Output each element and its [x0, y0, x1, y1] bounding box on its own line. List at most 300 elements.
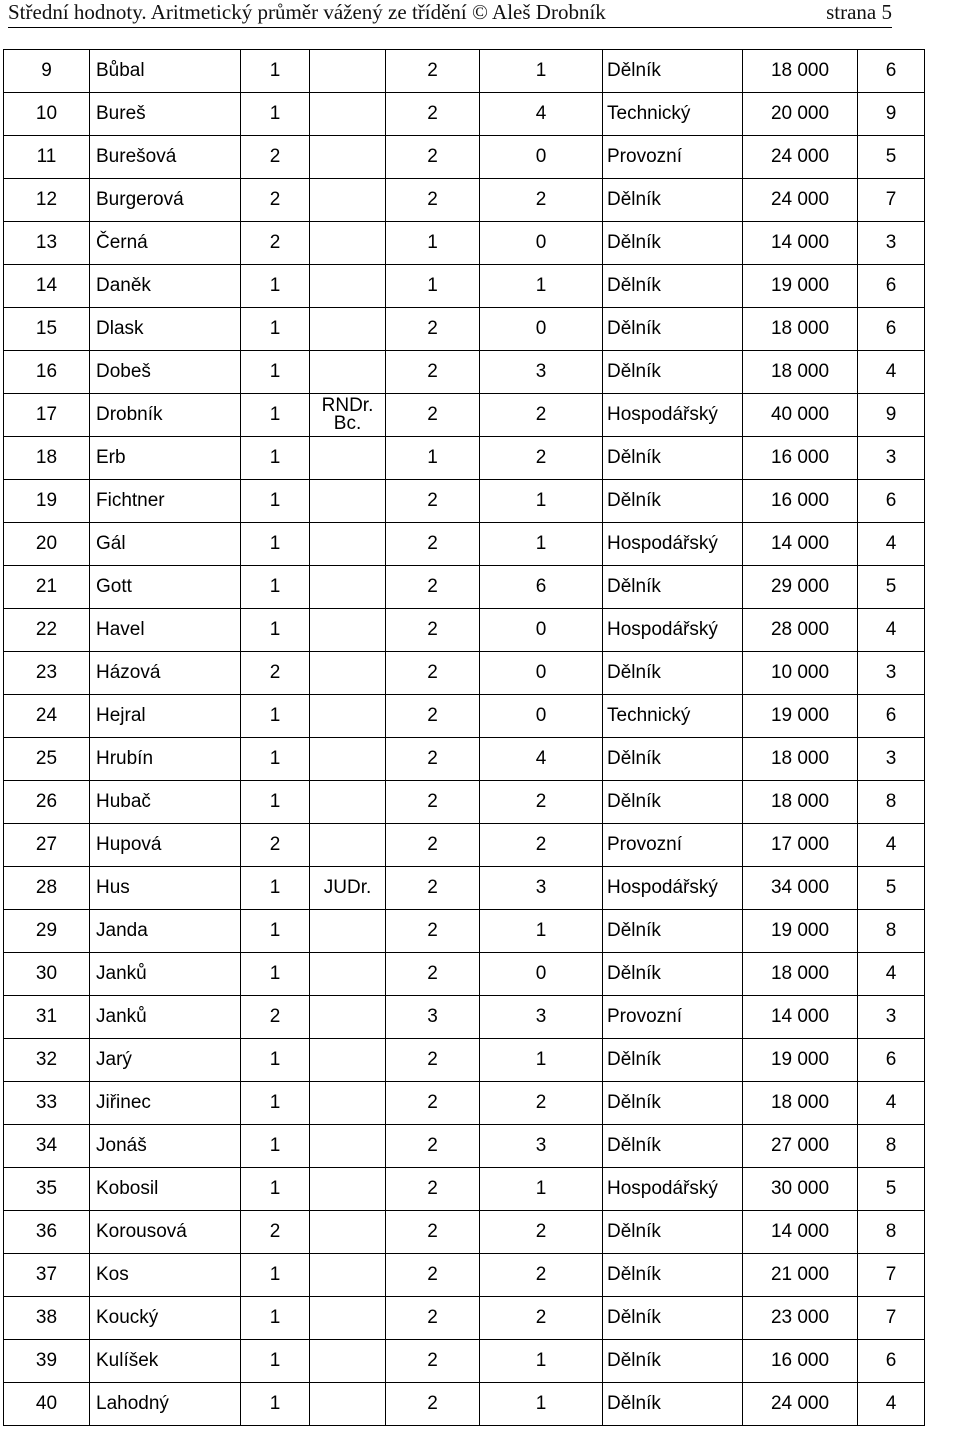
- sex-cell: 1: [241, 609, 310, 652]
- rating-cell: 3: [858, 738, 925, 781]
- row-number-cell: 26: [4, 781, 90, 824]
- salary-cell: 14 000: [743, 523, 858, 566]
- experience-cell: 1: [480, 1168, 603, 1211]
- table-row: [4, 136, 925, 179]
- table-body: [4, 50, 925, 1426]
- surname-cell: Fichtner: [90, 480, 241, 523]
- surname-cell: Hrubín: [90, 738, 241, 781]
- rating-cell: 5: [858, 867, 925, 910]
- surname-cell: Havel: [90, 609, 241, 652]
- degree-cell: [310, 523, 386, 566]
- sex-cell: 1: [241, 1383, 310, 1426]
- sex-cell: 2: [241, 652, 310, 695]
- row-number-cell: 19: [4, 480, 90, 523]
- sex-cell: 1: [241, 394, 310, 437]
- salary-cell: 18 000: [743, 351, 858, 394]
- category-cell: Technický: [603, 695, 743, 738]
- degree-cell: [310, 1383, 386, 1426]
- sex-cell: 1: [241, 523, 310, 566]
- row-number-cell: 12: [4, 179, 90, 222]
- surname-cell: Burešová: [90, 136, 241, 179]
- surname-cell: Janků: [90, 953, 241, 996]
- degree-cell: [310, 1340, 386, 1383]
- rating-cell: 4: [858, 1383, 925, 1426]
- row-number-cell: 23: [4, 652, 90, 695]
- surname-cell: Hupová: [90, 824, 241, 867]
- degree-cell: [310, 738, 386, 781]
- category-cell: Dělník: [603, 179, 743, 222]
- table-row: [4, 265, 925, 308]
- category-cell: Dělník: [603, 910, 743, 953]
- page-header: [8, 0, 892, 28]
- sex-cell: 1: [241, 1254, 310, 1297]
- experience-cell: 0: [480, 222, 603, 265]
- table-row: [4, 1125, 925, 1168]
- table-row: [4, 1297, 925, 1340]
- rating-cell: 9: [858, 93, 925, 136]
- category-cell: Dělník: [603, 308, 743, 351]
- education-cell: 2: [386, 652, 480, 695]
- rating-cell: 7: [858, 1254, 925, 1297]
- salary-cell: 18 000: [743, 1082, 858, 1125]
- sex-cell: 1: [241, 93, 310, 136]
- salary-cell: 14 000: [743, 996, 858, 1039]
- surname-cell: Bůbal: [90, 50, 241, 93]
- salary-cell: 28 000: [743, 609, 858, 652]
- experience-cell: 2: [480, 781, 603, 824]
- degree-cell: [310, 695, 386, 738]
- row-number-cell: 25: [4, 738, 90, 781]
- education-cell: 2: [386, 394, 480, 437]
- salary-cell: 21 000: [743, 1254, 858, 1297]
- category-cell: Dělník: [603, 265, 743, 308]
- sex-cell: 2: [241, 179, 310, 222]
- table-row: [4, 652, 925, 695]
- row-number-cell: 17: [4, 394, 90, 437]
- experience-cell: 2: [480, 179, 603, 222]
- degree-cell: [310, 566, 386, 609]
- row-number-cell: 22: [4, 609, 90, 652]
- experience-cell: 1: [480, 480, 603, 523]
- education-cell: 2: [386, 824, 480, 867]
- salary-cell: 19 000: [743, 265, 858, 308]
- table-row: [4, 910, 925, 953]
- experience-cell: 2: [480, 824, 603, 867]
- surname-cell: Gál: [90, 523, 241, 566]
- row-number-cell: 36: [4, 1211, 90, 1254]
- table-row: [4, 566, 925, 609]
- sex-cell: 1: [241, 308, 310, 351]
- category-cell: Hospodářský: [603, 523, 743, 566]
- surname-cell: Kulíšek: [90, 1340, 241, 1383]
- rating-cell: 7: [858, 179, 925, 222]
- sex-cell: 1: [241, 265, 310, 308]
- rating-cell: 8: [858, 1125, 925, 1168]
- degree-cell: [310, 1082, 386, 1125]
- degree-cell: [310, 351, 386, 394]
- salary-cell: 19 000: [743, 695, 858, 738]
- rating-cell: 5: [858, 136, 925, 179]
- row-number-cell: 10: [4, 93, 90, 136]
- degree-cell: [310, 50, 386, 93]
- degree-cell: [310, 265, 386, 308]
- surname-cell: Janda: [90, 910, 241, 953]
- education-cell: 2: [386, 93, 480, 136]
- education-cell: 2: [386, 1297, 480, 1340]
- category-cell: Dělník: [603, 351, 743, 394]
- degree-cell: [310, 93, 386, 136]
- surname-cell: Erb: [90, 437, 241, 480]
- experience-cell: 3: [480, 351, 603, 394]
- salary-cell: 18 000: [743, 953, 858, 996]
- rating-cell: 4: [858, 953, 925, 996]
- category-cell: Dělník: [603, 566, 743, 609]
- salary-cell: 16 000: [743, 480, 858, 523]
- row-number-cell: 11: [4, 136, 90, 179]
- table-row: [4, 351, 925, 394]
- experience-cell: 3: [480, 996, 603, 1039]
- row-number-cell: 21: [4, 566, 90, 609]
- category-cell: Hospodářský: [603, 394, 743, 437]
- rating-cell: 6: [858, 308, 925, 351]
- row-number-cell: 16: [4, 351, 90, 394]
- salary-cell: 16 000: [743, 437, 858, 480]
- salary-cell: 24 000: [743, 179, 858, 222]
- rating-cell: 3: [858, 652, 925, 695]
- sex-cell: 1: [241, 437, 310, 480]
- sex-cell: 2: [241, 136, 310, 179]
- salary-cell: 40 000: [743, 394, 858, 437]
- rating-cell: 5: [858, 1168, 925, 1211]
- table-row: [4, 781, 925, 824]
- row-number-cell: 32: [4, 1039, 90, 1082]
- rating-cell: 3: [858, 437, 925, 480]
- degree-cell: [310, 996, 386, 1039]
- education-cell: 1: [386, 222, 480, 265]
- row-number-cell: 27: [4, 824, 90, 867]
- surname-cell: Bureš: [90, 93, 241, 136]
- category-cell: Dělník: [603, 953, 743, 996]
- surname-cell: Jarý: [90, 1039, 241, 1082]
- salary-cell: 18 000: [743, 781, 858, 824]
- sex-cell: 1: [241, 781, 310, 824]
- category-cell: Dělník: [603, 652, 743, 695]
- surname-cell: Hus: [90, 867, 241, 910]
- education-cell: 2: [386, 179, 480, 222]
- sex-cell: 1: [241, 480, 310, 523]
- experience-cell: 4: [480, 93, 603, 136]
- experience-cell: 0: [480, 695, 603, 738]
- rating-cell: 4: [858, 351, 925, 394]
- row-number-cell: 37: [4, 1254, 90, 1297]
- degree-cell: [310, 1168, 386, 1211]
- education-cell: 2: [386, 136, 480, 179]
- row-number-cell: 15: [4, 308, 90, 351]
- category-cell: Provozní: [603, 996, 743, 1039]
- education-cell: 2: [386, 1039, 480, 1082]
- experience-cell: 2: [480, 1297, 603, 1340]
- page-header-title: Střední hodnoty. Aritmetický průměr vážený ze třídění © Aleš Drobník: [8, 0, 606, 24]
- rating-cell: 6: [858, 265, 925, 308]
- degree-cell: [310, 1125, 386, 1168]
- table-row: [4, 437, 925, 480]
- table-row: [4, 609, 925, 652]
- sex-cell: 2: [241, 222, 310, 265]
- table-row: [4, 222, 925, 265]
- category-cell: Provozní: [603, 824, 743, 867]
- surname-cell: Hubač: [90, 781, 241, 824]
- experience-cell: 1: [480, 523, 603, 566]
- rating-cell: 4: [858, 609, 925, 652]
- experience-cell: 2: [480, 1211, 603, 1254]
- surname-cell: Drobník: [90, 394, 241, 437]
- row-number-cell: 14: [4, 265, 90, 308]
- experience-cell: 2: [480, 394, 603, 437]
- sex-cell: 1: [241, 1125, 310, 1168]
- degree-cell: [310, 308, 386, 351]
- education-cell: 2: [386, 695, 480, 738]
- experience-cell: 0: [480, 652, 603, 695]
- degree-cell: JUDr.: [310, 867, 386, 910]
- salary-cell: 24 000: [743, 1383, 858, 1426]
- rating-cell: 7: [858, 1297, 925, 1340]
- row-number-cell: 34: [4, 1125, 90, 1168]
- table-row: [4, 394, 925, 437]
- row-number-cell: 24: [4, 695, 90, 738]
- row-number-cell: 20: [4, 523, 90, 566]
- sex-cell: 1: [241, 1082, 310, 1125]
- education-cell: 2: [386, 50, 480, 93]
- surname-cell: Kos: [90, 1254, 241, 1297]
- table-row: [4, 1340, 925, 1383]
- surname-cell: Daněk: [90, 265, 241, 308]
- rating-cell: 6: [858, 50, 925, 93]
- education-cell: 2: [386, 609, 480, 652]
- education-cell: 2: [386, 1125, 480, 1168]
- degree-cell: [310, 824, 386, 867]
- salary-cell: 10 000: [743, 652, 858, 695]
- experience-cell: 2: [480, 1254, 603, 1297]
- education-cell: 2: [386, 1082, 480, 1125]
- table-row: [4, 93, 925, 136]
- surname-cell: Jonáš: [90, 1125, 241, 1168]
- rating-cell: 6: [858, 1340, 925, 1383]
- table-row: [4, 1039, 925, 1082]
- category-cell: Dělník: [603, 222, 743, 265]
- rating-cell: 3: [858, 996, 925, 1039]
- salary-cell: 17 000: [743, 824, 858, 867]
- sex-cell: 1: [241, 1297, 310, 1340]
- surname-cell: Gott: [90, 566, 241, 609]
- degree-cell: [310, 1211, 386, 1254]
- experience-cell: 2: [480, 437, 603, 480]
- sex-cell: 1: [241, 1168, 310, 1211]
- rating-cell: 8: [858, 781, 925, 824]
- table-row: [4, 824, 925, 867]
- salary-cell: 27 000: [743, 1125, 858, 1168]
- education-cell: 2: [386, 1211, 480, 1254]
- table-row: [4, 179, 925, 222]
- category-cell: Dělník: [603, 1383, 743, 1426]
- degree-cell: [310, 136, 386, 179]
- row-number-cell: 28: [4, 867, 90, 910]
- experience-cell: 0: [480, 609, 603, 652]
- category-cell: Hospodářský: [603, 1168, 743, 1211]
- row-number-cell: 35: [4, 1168, 90, 1211]
- category-cell: Hospodářský: [603, 867, 743, 910]
- experience-cell: 1: [480, 1383, 603, 1426]
- table-row: [4, 1168, 925, 1211]
- salary-cell: 14 000: [743, 222, 858, 265]
- table-row: [4, 996, 925, 1039]
- sex-cell: 1: [241, 910, 310, 953]
- surname-cell: Kobosil: [90, 1168, 241, 1211]
- experience-cell: 6: [480, 566, 603, 609]
- category-cell: Dělník: [603, 1039, 743, 1082]
- salary-cell: 14 000: [743, 1211, 858, 1254]
- experience-cell: 1: [480, 1340, 603, 1383]
- degree-cell: [310, 437, 386, 480]
- experience-cell: 1: [480, 1039, 603, 1082]
- education-cell: 2: [386, 1340, 480, 1383]
- experience-cell: 1: [480, 265, 603, 308]
- degree-cell: [310, 910, 386, 953]
- surname-cell: Černá: [90, 222, 241, 265]
- education-cell: 2: [386, 781, 480, 824]
- sex-cell: 1: [241, 1039, 310, 1082]
- education-cell: 2: [386, 867, 480, 910]
- salary-cell: 19 000: [743, 1039, 858, 1082]
- category-cell: Technický: [603, 93, 743, 136]
- surname-cell: Jiřinec: [90, 1082, 241, 1125]
- surname-cell: Házová: [90, 652, 241, 695]
- education-cell: 2: [386, 953, 480, 996]
- education-cell: 2: [386, 738, 480, 781]
- experience-cell: 1: [480, 50, 603, 93]
- sex-cell: 1: [241, 50, 310, 93]
- education-cell: 2: [386, 566, 480, 609]
- experience-cell: 3: [480, 1125, 603, 1168]
- salary-cell: 23 000: [743, 1297, 858, 1340]
- degree-cell: [310, 179, 386, 222]
- rating-cell: 3: [858, 222, 925, 265]
- rating-cell: 8: [858, 1211, 925, 1254]
- degree-cell: [310, 652, 386, 695]
- surname-cell: Dobeš: [90, 351, 241, 394]
- salary-cell: 19 000: [743, 910, 858, 953]
- table-row: [4, 1383, 925, 1426]
- experience-cell: 3: [480, 867, 603, 910]
- sex-cell: 1: [241, 1340, 310, 1383]
- rating-cell: 5: [858, 566, 925, 609]
- row-number-cell: 9: [4, 50, 90, 93]
- table-row: [4, 695, 925, 738]
- rating-cell: 9: [858, 394, 925, 437]
- degree-cell: RNDr. Bc.: [310, 394, 386, 437]
- row-number-cell: 30: [4, 953, 90, 996]
- education-cell: 2: [386, 351, 480, 394]
- table-row: [4, 953, 925, 996]
- degree-cell: [310, 609, 386, 652]
- table-row: [4, 1082, 925, 1125]
- experience-cell: 4: [480, 738, 603, 781]
- salary-cell: 16 000: [743, 1340, 858, 1383]
- row-number-cell: 29: [4, 910, 90, 953]
- category-cell: Dělník: [603, 1211, 743, 1254]
- category-cell: Dělník: [603, 480, 743, 523]
- row-number-cell: 31: [4, 996, 90, 1039]
- row-number-cell: 33: [4, 1082, 90, 1125]
- salary-cell: 30 000: [743, 1168, 858, 1211]
- surname-cell: Hejral: [90, 695, 241, 738]
- category-cell: Dělník: [603, 1125, 743, 1168]
- data-table: [3, 49, 925, 1426]
- surname-cell: Janků: [90, 996, 241, 1039]
- rating-cell: 4: [858, 523, 925, 566]
- sex-cell: 1: [241, 867, 310, 910]
- salary-cell: 29 000: [743, 566, 858, 609]
- salary-cell: 34 000: [743, 867, 858, 910]
- rating-cell: 6: [858, 1039, 925, 1082]
- category-cell: Dělník: [603, 1340, 743, 1383]
- row-number-cell: 40: [4, 1383, 90, 1426]
- category-cell: Provozní: [603, 136, 743, 179]
- rating-cell: 4: [858, 824, 925, 867]
- row-number-cell: 39: [4, 1340, 90, 1383]
- education-cell: 2: [386, 910, 480, 953]
- education-cell: 2: [386, 523, 480, 566]
- sex-cell: 1: [241, 953, 310, 996]
- sex-cell: 1: [241, 566, 310, 609]
- category-cell: Dělník: [603, 437, 743, 480]
- surname-cell: Koucký: [90, 1297, 241, 1340]
- category-cell: Dělník: [603, 738, 743, 781]
- degree-cell: [310, 953, 386, 996]
- surname-cell: Dlask: [90, 308, 241, 351]
- salary-cell: 18 000: [743, 738, 858, 781]
- table-row: [4, 480, 925, 523]
- surname-cell: Korousová: [90, 1211, 241, 1254]
- education-cell: 1: [386, 265, 480, 308]
- row-number-cell: 13: [4, 222, 90, 265]
- degree-cell: [310, 222, 386, 265]
- category-cell: Hospodářský: [603, 609, 743, 652]
- education-cell: 2: [386, 1383, 480, 1426]
- sex-cell: 1: [241, 695, 310, 738]
- table-row: [4, 308, 925, 351]
- table-row: [4, 867, 925, 910]
- table-row: [4, 738, 925, 781]
- sex-cell: 2: [241, 996, 310, 1039]
- rating-cell: 6: [858, 480, 925, 523]
- experience-cell: 1: [480, 910, 603, 953]
- salary-cell: 18 000: [743, 308, 858, 351]
- education-cell: 2: [386, 1168, 480, 1211]
- degree-cell: [310, 480, 386, 523]
- degree-cell: [310, 781, 386, 824]
- education-cell: 2: [386, 308, 480, 351]
- experience-cell: 0: [480, 308, 603, 351]
- rating-cell: 4: [858, 1082, 925, 1125]
- category-cell: Dělník: [603, 1082, 743, 1125]
- sex-cell: 1: [241, 738, 310, 781]
- table-row: [4, 50, 925, 93]
- category-cell: Dělník: [603, 50, 743, 93]
- education-cell: 2: [386, 1254, 480, 1297]
- education-cell: 1: [386, 437, 480, 480]
- rating-cell: 8: [858, 910, 925, 953]
- sex-cell: 2: [241, 824, 310, 867]
